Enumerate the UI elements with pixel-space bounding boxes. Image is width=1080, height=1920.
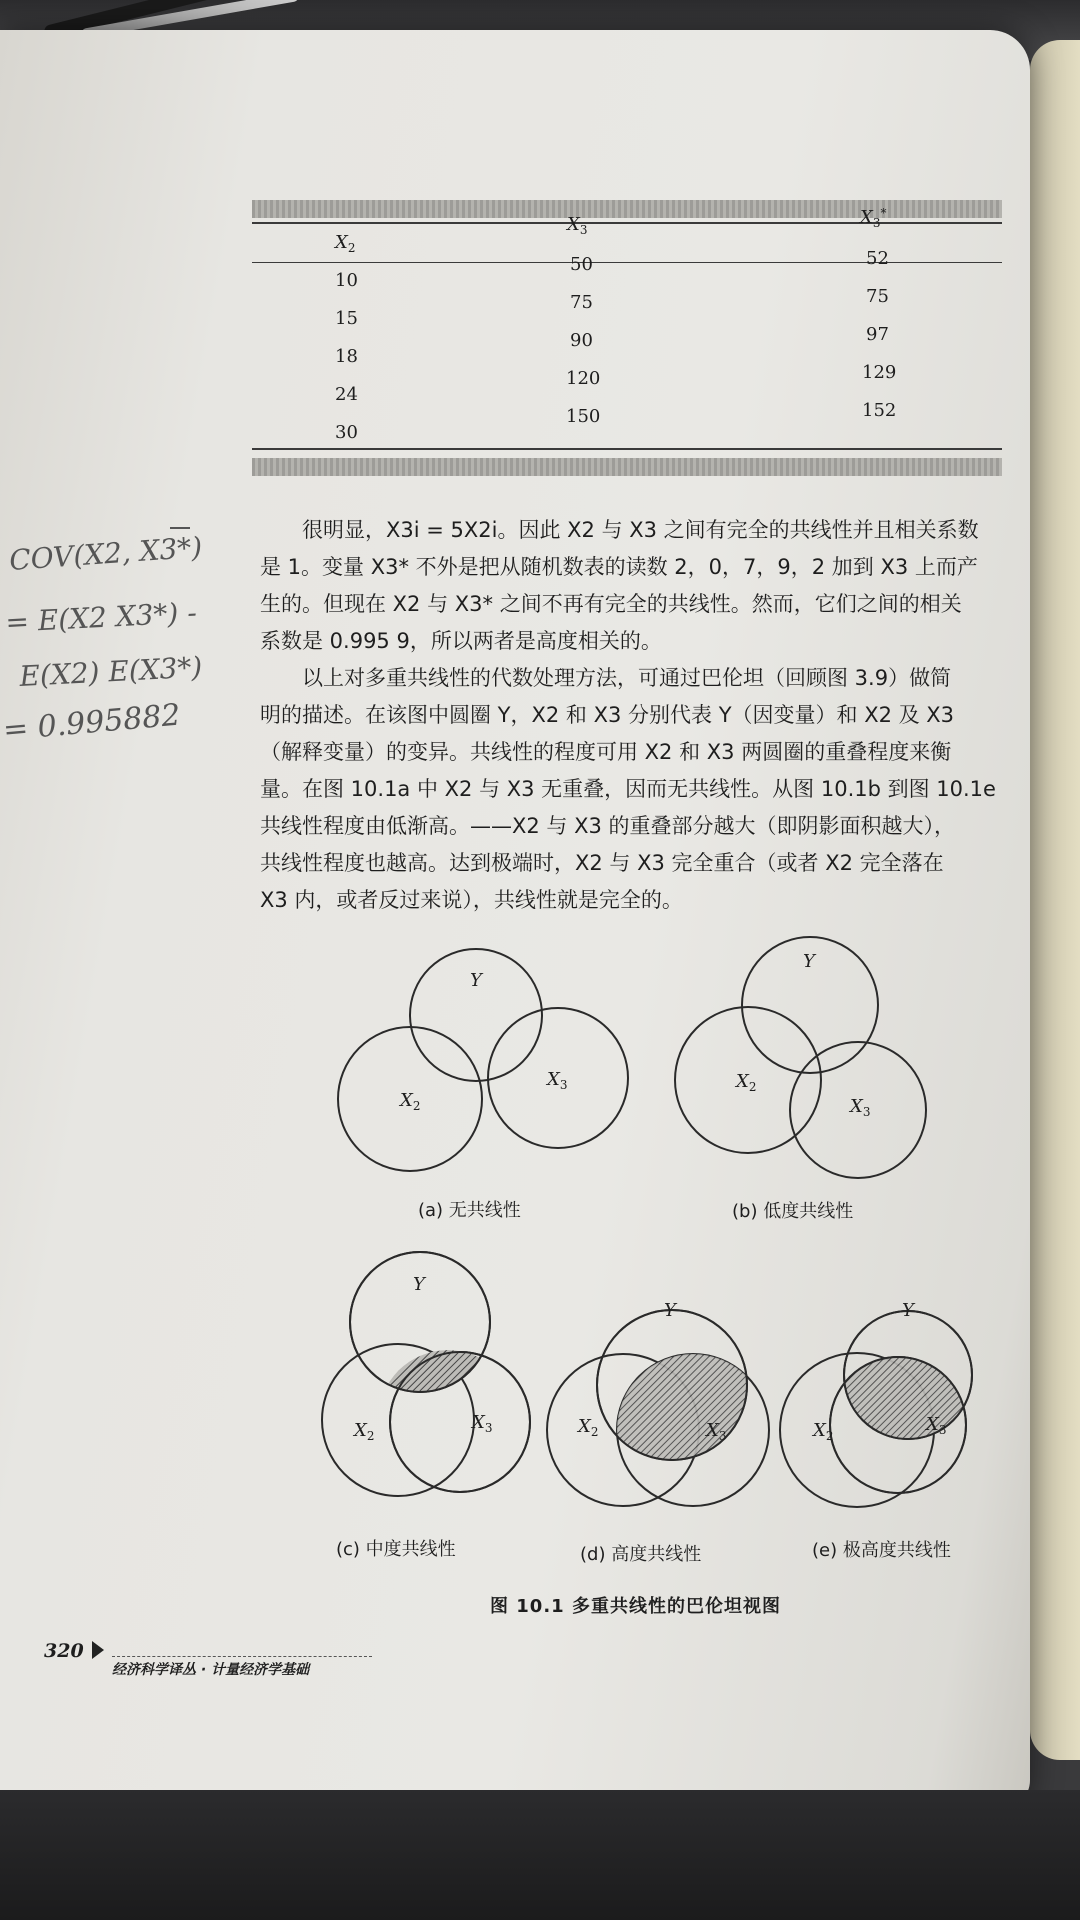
table-cell: 15 xyxy=(335,308,358,329)
table-cell: 75 xyxy=(570,292,593,313)
label-y: Y xyxy=(664,1300,676,1321)
table-cell: 152 xyxy=(862,400,897,421)
handwriting-line: = 0.995882 xyxy=(1,697,182,748)
table-cell: 129 xyxy=(862,362,897,383)
text-line: X3 内，或者反过来说），共线性就是完全的。 xyxy=(260,888,683,912)
text-line: 生的。但现在 X2 与 X3* 之间不再有完全的共线性。然而，它们之间的相关 xyxy=(260,592,962,616)
handwriting-line: E(X2) E(X3*) xyxy=(18,650,204,693)
page-number: 320 xyxy=(44,1640,84,1662)
series-title: 经济科学译丛 · 计量经济学基础 xyxy=(112,1656,372,1679)
label-x2: $X_2$ xyxy=(813,1420,834,1443)
caption-a: (a) 无共线性 xyxy=(418,1200,521,1221)
table-cell: 50 xyxy=(570,254,593,275)
table-cell: 30 xyxy=(335,422,358,443)
label-y: Y xyxy=(902,1300,914,1321)
text-line: 量。在图 10.1a 中 X2 与 X3 无重叠，因而无共线性。从图 10.1b 到图 10.1e xyxy=(260,777,996,801)
text-line: （解释变量）的变异。共线性的程度可用 X2 和 X3 两圆圈的重叠程度来衡 xyxy=(260,740,952,764)
table-cell: 52 xyxy=(866,248,889,269)
label-x2: $X_2$ xyxy=(578,1416,599,1439)
table-cell: 18 xyxy=(335,346,358,367)
text-line: 共线性程度也越高。达到极端时，X2 与 X3 完全重合（或者 X2 完全落在 xyxy=(260,851,944,875)
table-cell: 24 xyxy=(335,384,358,405)
table-cell: 150 xyxy=(566,406,601,427)
header-x3-star: $X_3^*$ xyxy=(860,206,887,230)
handwriting-line: COV(X2, X3*) xyxy=(8,530,204,577)
text-line: 是 1。变量 X3* 不外是把从随机数表的读数 2，0，7，9，2 加到 X3 上而产 xyxy=(260,555,978,579)
text-line: 共线性程度由低渐高。——X2 与 X3 的重叠部分越大（即阴影面积越大）， xyxy=(260,814,956,838)
header-x2: $X_2$ xyxy=(335,232,356,255)
label-x3: $X_3$ xyxy=(706,1420,727,1443)
caption-d: (d) 高度共线性 xyxy=(580,1544,702,1565)
table-cell: 90 xyxy=(570,330,593,351)
header-x3: $X_3$ xyxy=(567,214,588,237)
label-y: Y xyxy=(803,951,815,972)
label-x3: $X_3$ xyxy=(850,1096,871,1119)
text-line: 系数是 0.995 9，所以两者是高度相关的。 xyxy=(260,629,662,653)
figure-title: 图 10.1 多重共线性的巴伦坦视图 xyxy=(490,1596,781,1617)
handwritten-note xyxy=(0,520,260,780)
label-x3: $X_3$ xyxy=(547,1069,568,1092)
text-line: 以上对多重共线性的代数处理方法，可通过巴伦坦（回顾图 3.9）做简 xyxy=(302,666,952,690)
table-cell: 120 xyxy=(566,368,601,389)
label-x2: $X_2$ xyxy=(400,1090,421,1113)
caption-b: (b) 低度共线性 xyxy=(732,1201,854,1222)
desk-foreground xyxy=(0,1790,1080,1920)
table-cell: 75 xyxy=(866,286,889,307)
text-line: 明的描述。在该图中圆圈 Y，X2 和 X3 分别代表 Y（因变量）和 X2 及 X3 xyxy=(260,703,955,727)
footer-arrow-icon xyxy=(92,1641,104,1659)
circle-y xyxy=(410,949,542,1081)
table-cell: 10 xyxy=(335,270,358,291)
handwriting-line: = E(X2 X3*) - xyxy=(4,596,198,639)
caption-c: (c) 中度共线性 xyxy=(336,1539,456,1560)
label-x2: $X_2$ xyxy=(354,1420,375,1443)
label-y: Y xyxy=(413,1274,425,1295)
label-x2: $X_2$ xyxy=(736,1071,757,1094)
label-y: Y xyxy=(470,970,482,991)
caption-e: (e) 极高度共线性 xyxy=(812,1540,951,1561)
label-x3: $X_3$ xyxy=(472,1412,493,1435)
label-x3: $X_3$ xyxy=(926,1414,947,1437)
text-line: 很明显，X3i = 5X2i。因此 X2 与 X3 之间有完全的共线性并且相关系数 xyxy=(302,518,979,542)
table-cell: 97 xyxy=(866,324,889,345)
